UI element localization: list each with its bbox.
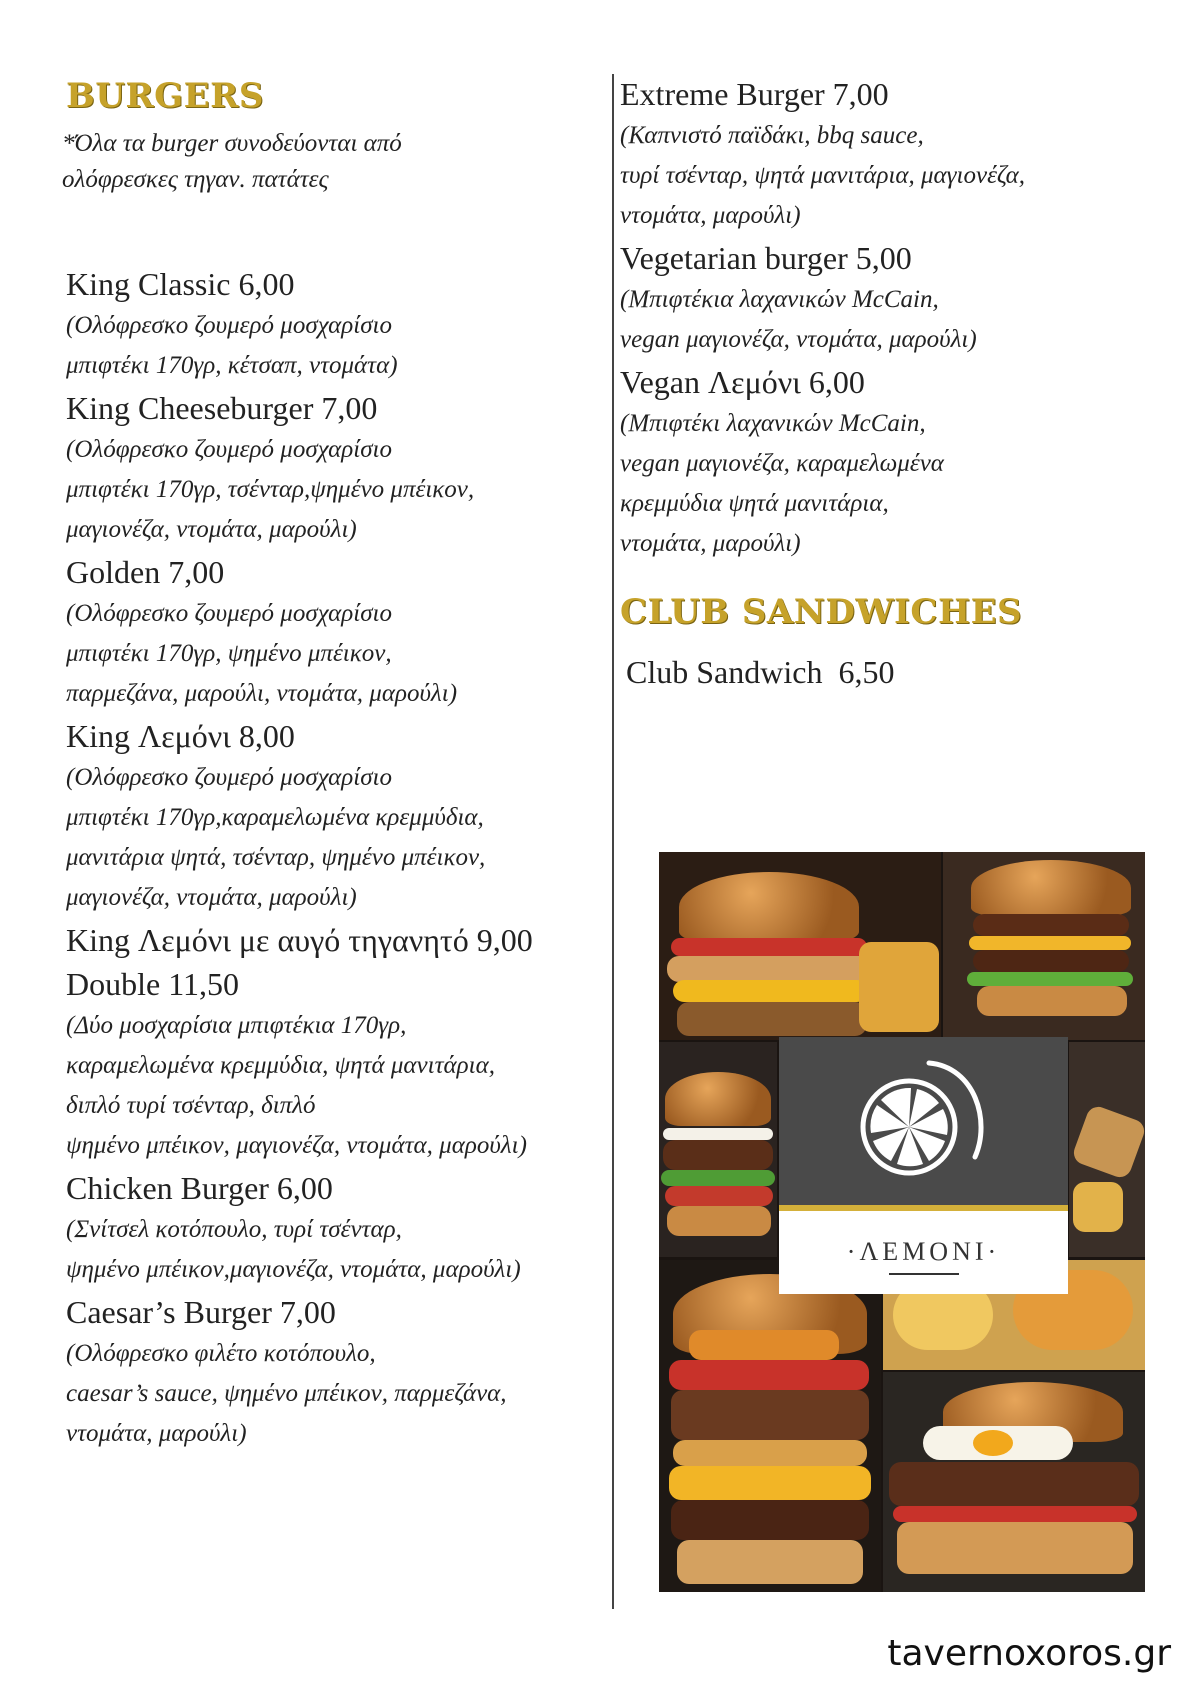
menu-item-description [66,1210,533,1290]
club-sandwiches-title: CLUB SANDWICHES [620,592,1023,632]
description-line: (Σνίτσελ κοτόπουλο, τυρί τσένταρ, [66,1216,402,1243]
menu-item-description [66,594,533,714]
description-line: (Ολόφρεσκο ζουμερό μοσχαρίσιο [66,764,392,791]
description-line: (Ολόφρεσκο φιλέτο κοτόπουλο, [66,1340,376,1367]
menu-item-description [66,1334,533,1454]
menu-item-name: Vegan Λεμόνι 6,00 [620,364,865,400]
menu-item [66,962,533,1166]
menu-item [66,262,533,386]
description-line: παρμεζάνα, μαρούλι, ντομάτα, μαρούλι) [66,680,458,707]
burger-photo [883,1372,1145,1592]
menu-column-right [620,72,1025,564]
description-line: καραμελωμένα κρεμμύδια, ψητά μανιτάρια, [66,1052,495,1079]
logo-wordmark-panel [779,1205,1068,1294]
burger-photo [659,1042,777,1257]
burgers-subtitle [62,126,402,198]
sandwich-photo [1069,1042,1145,1257]
menu-item-description [66,306,533,386]
menu-item-name: Chicken Burger 6,00 [66,1170,333,1206]
subtitle-line: *Όλα τα burger συνοδεύονται από [62,130,402,157]
burger-photo [659,852,941,1040]
menu-item-description [66,430,533,550]
logo-wordmark: ·ΛΕΜΟΝΙ· [846,1237,1001,1266]
description-line: ντομάτα, μαρούλι) [66,1420,247,1447]
menu-item-name: Double 11,50 [66,966,240,1002]
burgers-title: BURGERS [66,76,264,116]
menu-item-name: King Λεμόνι 8,00 [66,718,295,754]
burger-photo [659,1260,881,1592]
description-line: (Ολόφρεσκο ζουμερό μοσχαρίσιο [66,600,392,627]
description-line: (Δύο μοσχαρίσια μπιφτέκια 170γρ, [66,1012,407,1039]
menu-item-description [620,280,1025,360]
menu-item-name: Golden 7,00 [66,554,225,590]
description-line: vegan μαγιονέζα, καραμελωμένα [620,450,944,477]
description-line: μπιφτέκι 170γρ, τσένταρ,ψημένο μπέικον, [66,476,475,503]
description-line: μπιφτέκι 170γρ,καραμελωμένα κρεμμύδια, [66,804,484,831]
description-line: (Μπιφτέκια λαχανικών McCain, [620,286,939,313]
menu-item-description [620,116,1025,236]
menu-item [66,918,533,962]
menu-item [66,1290,533,1454]
menu-item [66,550,533,714]
description-line: κρεμμύδια ψητά μανιτάρια, [620,490,889,517]
lemon-slice-icon [779,1037,1068,1205]
description-line: διπλό τυρί τσένταρ, διπλό [66,1092,316,1119]
description-line: (Ολόφρεσκο ζουμερό μοσχαρίσιο [66,312,392,339]
description-line: (Ολόφρεσκο ζουμερό μοσχαρίσιο [66,436,392,463]
menu-item-description [66,758,533,918]
lemoni-logo [779,1037,1068,1288]
description-line: ψημένο μπέικον, μαγιονέζα, ντομάτα, μαρούλι) [66,1132,527,1159]
description-line: ψημένο μπέικον,μαγιονέζα, ντομάτα, μαρούλι) [66,1256,521,1283]
description-line: μπιφτέκι 170γρ, κέτσαπ, ντομάτα) [66,352,398,379]
menu-item-name: King Cheeseburger 7,00 [66,390,378,426]
menu-item [620,236,1025,360]
description-line: μπιφτέκι 170γρ, ψημένο μπέικον, [66,640,392,667]
menu-item [66,1166,533,1290]
menu-item-name: Caesar’s Burger 7,00 [66,1294,336,1330]
description-line: τυρί τσένταρ, ψητά μανιτάρια, μαγιονέζα, [620,162,1025,189]
menu-item-name: King Classic 6,00 [66,266,295,302]
menu-item-description [66,1006,533,1166]
menu-column-left [66,262,533,1454]
logo-underline [889,1273,959,1275]
menu-item [620,72,1025,236]
description-line: μαγιονέζα, ντομάτα, μαρούλι) [66,516,357,543]
subtitle-line: ολόφρεσκες τηγαν. πατάτες [62,166,329,193]
club-sandwich-item: Club Sandwich 6,50 [626,654,895,690]
menu-item-name: Vegetarian burger 5,00 [620,240,912,276]
menu-item [66,386,533,550]
description-line: (Καπνιστό παϊδάκι, bbq sauce, [620,122,924,149]
menu-item [66,714,533,918]
menu-item-name: Extreme Burger 7,00 [620,76,889,112]
menu-item-description [620,404,1025,564]
watermark: tavernoxoros.gr [879,1631,1179,1676]
description-line: μανιτάρια ψητά, τσένταρ, ψημένο μπέικον, [66,844,486,871]
menu-item-name: King Λεμόνι με αυγό τηγανητό 9,00 [66,922,533,958]
description-line: ντομάτα, μαρούλι) [620,202,801,229]
burger-photo [943,852,1145,1040]
description-line: vegan μαγιονέζα, ντομάτα, μαρούλι) [620,326,977,353]
column-divider [612,74,614,1609]
menu-item [620,360,1025,564]
description-line: ντομάτα, μαρούλι) [620,530,801,557]
description-line: (Μπιφτέκι λαχανικών McCain, [620,410,926,437]
description-line: μαγιονέζα, ντομάτα, μαρούλι) [66,884,357,911]
description-line: caesar’s sauce, ψημένο μπέικον, παρμεζάνα, [66,1380,507,1407]
